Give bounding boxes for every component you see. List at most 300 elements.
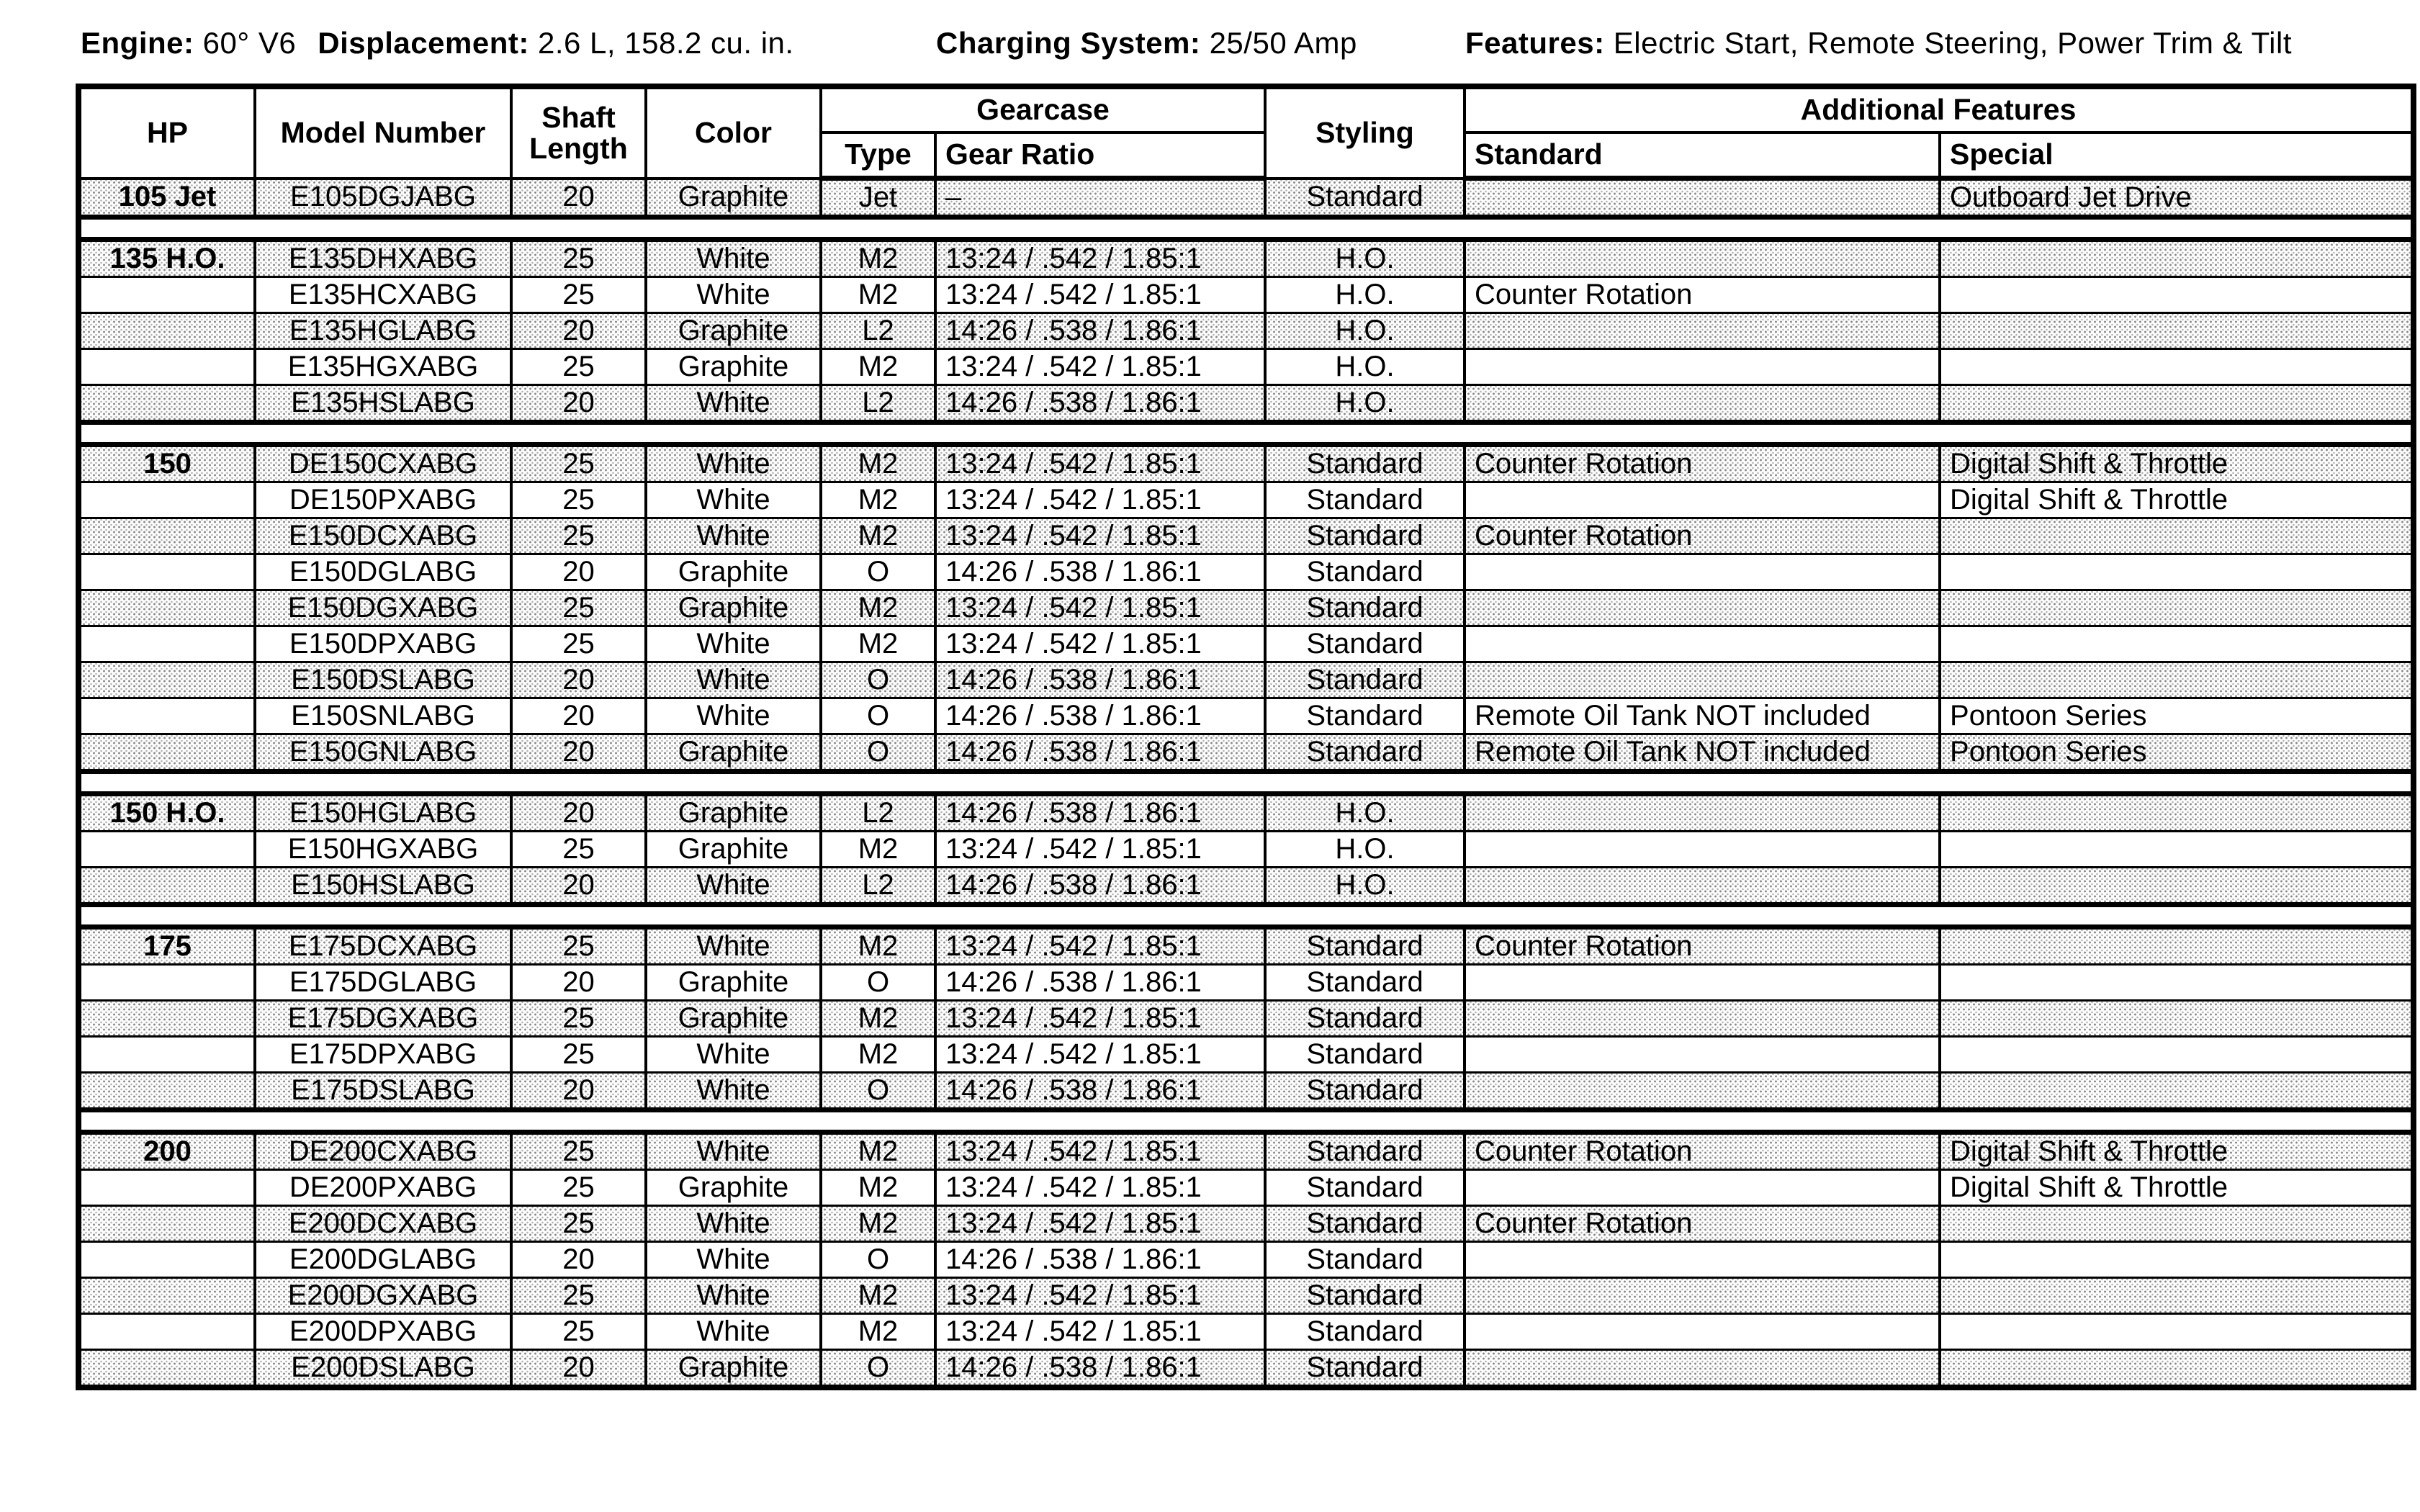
gearcase-type-cell: O xyxy=(821,1350,935,1388)
standard-feature-cell xyxy=(1465,482,1940,518)
shaft-length-cell: 20 xyxy=(511,554,646,590)
gearcase-type-cell: M2 xyxy=(821,1037,935,1073)
special-feature-cell xyxy=(1940,794,2414,832)
gear-ratio-cell: 13:24 / .542 / 1.85:1 xyxy=(935,832,1265,868)
styling-cell: Standard xyxy=(1265,1314,1465,1350)
styling-cell: Standard xyxy=(1265,1206,1465,1242)
model-row xyxy=(78,349,2414,385)
gearcase-type-cell: L2 xyxy=(821,868,935,905)
gearcase-type-cell: M2 xyxy=(821,482,935,518)
gear-ratio-cell: 14:26 / .538 / 1.86:1 xyxy=(935,965,1265,1001)
hp-cell xyxy=(78,832,255,868)
model-row xyxy=(78,240,2414,277)
model-row xyxy=(78,626,2414,662)
standard-feature-cell: Counter Rotation xyxy=(1465,277,1940,313)
model-row xyxy=(78,445,2414,482)
hp-cell xyxy=(78,868,255,905)
group-separator xyxy=(78,423,2414,445)
model-number-cell: E200DGLABG xyxy=(255,1242,511,1278)
col-header-model-number: Model Number xyxy=(255,86,511,179)
hp-cell xyxy=(78,1314,255,1350)
color-cell: White xyxy=(646,277,821,313)
color-cell: White xyxy=(646,1314,821,1350)
special-feature-cell xyxy=(1940,1278,2414,1314)
gear-ratio-cell: 13:24 / .542 / 1.85:1 xyxy=(935,1133,1265,1170)
hp-cell xyxy=(78,1073,255,1110)
styling-cell: Standard xyxy=(1265,1037,1465,1073)
gear-ratio-cell: 13:24 / .542 / 1.85:1 xyxy=(935,482,1265,518)
special-feature-cell xyxy=(1940,965,2414,1001)
shaft-length-cell: 25 xyxy=(511,445,646,482)
shaft-length-cell: 25 xyxy=(511,240,646,277)
shaft-header-line2: Length xyxy=(529,131,628,165)
special-feature-cell xyxy=(1940,1242,2414,1278)
styling-cell: Standard xyxy=(1265,965,1465,1001)
group-separator-cell xyxy=(78,217,2414,240)
styling-cell: H.O. xyxy=(1265,832,1465,868)
gear-ratio-cell: 13:24 / .542 / 1.85:1 xyxy=(935,1314,1265,1350)
standard-feature-cell xyxy=(1465,1278,1940,1314)
col-header-styling: Styling xyxy=(1265,86,1465,179)
hp-cell xyxy=(78,1206,255,1242)
gearcase-type-cell: O xyxy=(821,554,935,590)
special-feature-cell: Digital Shift & Throttle xyxy=(1940,482,2414,518)
model-number-cell: E105DGJABG xyxy=(255,179,511,217)
gear-ratio-cell: 14:26 / .538 / 1.86:1 xyxy=(935,794,1265,832)
gearcase-type-cell: O xyxy=(821,1073,935,1110)
special-feature-cell xyxy=(1940,1001,2414,1037)
standard-feature-cell xyxy=(1465,1314,1940,1350)
color-cell: Graphite xyxy=(646,734,821,772)
special-feature-cell xyxy=(1940,385,2414,423)
charging-system-summary xyxy=(936,26,1357,60)
shaft-header-line1: Shaft xyxy=(541,100,616,134)
color-cell: Graphite xyxy=(646,1350,821,1388)
standard-feature-cell xyxy=(1465,385,1940,423)
model-number-cell: E150GNLABG xyxy=(255,734,511,772)
model-row xyxy=(78,1170,2414,1206)
color-cell: White xyxy=(646,482,821,518)
gear-ratio-cell: 13:24 / .542 / 1.85:1 xyxy=(935,626,1265,662)
color-cell: White xyxy=(646,445,821,482)
special-feature-cell: Outboard Jet Drive xyxy=(1940,179,2414,217)
gearcase-type-cell: O xyxy=(821,662,935,698)
color-cell: White xyxy=(646,1206,821,1242)
special-feature-cell xyxy=(1940,349,2414,385)
gear-ratio-cell: 14:26 / .538 / 1.86:1 xyxy=(935,868,1265,905)
styling-cell: H.O. xyxy=(1265,240,1465,277)
styling-cell: Standard xyxy=(1265,1350,1465,1388)
model-row xyxy=(78,482,2414,518)
styling-cell: Standard xyxy=(1265,518,1465,554)
standard-feature-cell xyxy=(1465,868,1940,905)
gearcase-type-cell: M2 xyxy=(821,349,935,385)
shaft-length-cell: 25 xyxy=(511,1278,646,1314)
hp-cell xyxy=(78,734,255,772)
shaft-length-cell: 25 xyxy=(511,1037,646,1073)
model-row xyxy=(78,1073,2414,1110)
styling-cell: Standard xyxy=(1265,445,1465,482)
gear-ratio-cell: 14:26 / .538 / 1.86:1 xyxy=(935,385,1265,423)
model-row xyxy=(78,1133,2414,1170)
charging-system-value: 25/50 Amp xyxy=(1209,26,1357,60)
col-header-additional-features: Additional Features xyxy=(1465,86,2414,132)
special-feature-cell: Pontoon Series xyxy=(1940,734,2414,772)
model-number-cell: E150DSLABG xyxy=(255,662,511,698)
model-number-cell: E150HSLABG xyxy=(255,868,511,905)
color-cell: White xyxy=(646,240,821,277)
gear-ratio-cell: 14:26 / .538 / 1.86:1 xyxy=(935,1073,1265,1110)
special-feature-cell xyxy=(1940,590,2414,626)
group-separator-cell xyxy=(78,1110,2414,1133)
styling-cell: H.O. xyxy=(1265,349,1465,385)
shaft-length-cell: 25 xyxy=(511,277,646,313)
hp-cell xyxy=(78,1001,255,1037)
gear-ratio-cell: 14:26 / .538 / 1.86:1 xyxy=(935,734,1265,772)
model-number-cell: E135HCXABG xyxy=(255,277,511,313)
styling-cell: H.O. xyxy=(1265,794,1465,832)
model-row xyxy=(78,1037,2414,1073)
hp-cell xyxy=(78,590,255,626)
color-cell: White xyxy=(646,385,821,423)
gear-ratio-cell: 13:24 / .542 / 1.85:1 xyxy=(935,1278,1265,1314)
hp-cell xyxy=(78,385,255,423)
model-row xyxy=(78,965,2414,1001)
model-row xyxy=(78,1350,2414,1388)
standard-feature-cell xyxy=(1465,590,1940,626)
shaft-length-cell: 25 xyxy=(511,1133,646,1170)
shaft-length-cell: 20 xyxy=(511,868,646,905)
hp-cell xyxy=(78,662,255,698)
standard-feature-cell xyxy=(1465,554,1940,590)
gearcase-type-cell: M2 xyxy=(821,927,935,965)
styling-cell: H.O. xyxy=(1265,868,1465,905)
model-number-cell: E200DPXABG xyxy=(255,1314,511,1350)
displacement-label: Displacement: xyxy=(318,26,529,60)
gear-ratio-cell: 13:24 / .542 / 1.85:1 xyxy=(935,277,1265,313)
shaft-length-cell: 20 xyxy=(511,965,646,1001)
model-number-cell: E200DSLABG xyxy=(255,1350,511,1388)
gear-ratio-cell: 13:24 / .542 / 1.85:1 xyxy=(935,927,1265,965)
shaft-length-cell: 20 xyxy=(511,385,646,423)
hp-cell: 175 xyxy=(78,927,255,965)
model-number-cell: DE200PXABG xyxy=(255,1170,511,1206)
model-row xyxy=(78,277,2414,313)
gear-ratio-cell: 13:24 / .542 / 1.85:1 xyxy=(935,590,1265,626)
special-feature-cell xyxy=(1940,832,2414,868)
color-cell: Graphite xyxy=(646,349,821,385)
hp-cell: 135 H.O. xyxy=(78,240,255,277)
styling-cell: Standard xyxy=(1265,1278,1465,1314)
hp-cell xyxy=(78,349,255,385)
special-feature-cell xyxy=(1940,518,2414,554)
standard-feature-cell xyxy=(1465,349,1940,385)
styling-cell: Standard xyxy=(1265,1170,1465,1206)
color-cell: Graphite xyxy=(646,590,821,626)
standard-feature-cell xyxy=(1465,1001,1940,1037)
hp-cell xyxy=(78,698,255,734)
gear-ratio-cell: 14:26 / .538 / 1.86:1 xyxy=(935,662,1265,698)
hp-cell: 150 H.O. xyxy=(78,794,255,832)
model-row xyxy=(78,698,2414,734)
standard-feature-cell xyxy=(1465,1170,1940,1206)
gearcase-type-cell: M2 xyxy=(821,1314,935,1350)
gearcase-type-cell: O xyxy=(821,698,935,734)
model-number-cell: E150HGXABG xyxy=(255,832,511,868)
model-row xyxy=(78,313,2414,349)
styling-cell: Standard xyxy=(1265,626,1465,662)
model-number-cell: DE150CXABG xyxy=(255,445,511,482)
group-separator xyxy=(78,772,2414,794)
styling-cell: Standard xyxy=(1265,482,1465,518)
styling-cell: Standard xyxy=(1265,1242,1465,1278)
standard-feature-cell xyxy=(1465,794,1940,832)
model-number-cell: E150DGXABG xyxy=(255,590,511,626)
special-feature-cell: Digital Shift & Throttle xyxy=(1940,1133,2414,1170)
standard-feature-cell xyxy=(1465,313,1940,349)
standard-feature-cell xyxy=(1465,1242,1940,1278)
gearcase-type-cell: M2 xyxy=(821,626,935,662)
model-number-cell: E150DCXABG xyxy=(255,518,511,554)
model-row xyxy=(78,554,2414,590)
color-cell: Graphite xyxy=(646,832,821,868)
gearcase-type-cell: O xyxy=(821,734,935,772)
color-cell: White xyxy=(646,1133,821,1170)
standard-feature-cell xyxy=(1465,1073,1940,1110)
special-feature-cell: Pontoon Series xyxy=(1940,698,2414,734)
standard-feature-cell: Remote Oil Tank NOT included xyxy=(1465,734,1940,772)
model-number-cell: E175DSLABG xyxy=(255,1073,511,1110)
displacement-pair xyxy=(318,26,793,60)
shaft-length-cell: 20 xyxy=(511,794,646,832)
gear-ratio-cell: 13:24 / .542 / 1.85:1 xyxy=(935,518,1265,554)
gear-ratio-cell: – xyxy=(935,179,1265,217)
model-number-cell: E175DPXABG xyxy=(255,1037,511,1073)
gearcase-type-cell: M2 xyxy=(821,1278,935,1314)
model-number-cell: E135HGLABG xyxy=(255,313,511,349)
engine-label: Engine: xyxy=(81,26,194,60)
gear-ratio-cell: 13:24 / .542 / 1.85:1 xyxy=(935,1170,1265,1206)
special-feature-cell xyxy=(1940,1350,2414,1388)
shaft-length-cell: 20 xyxy=(511,1073,646,1110)
special-feature-cell xyxy=(1940,626,2414,662)
model-spec-table xyxy=(76,84,2416,1390)
hp-cell xyxy=(78,482,255,518)
gearcase-type-cell: M2 xyxy=(821,518,935,554)
special-feature-cell xyxy=(1940,277,2414,313)
standard-feature-cell: Counter Rotation xyxy=(1465,518,1940,554)
shaft-length-cell: 20 xyxy=(511,179,646,217)
styling-cell: Standard xyxy=(1265,179,1465,217)
styling-cell: Standard xyxy=(1265,1133,1465,1170)
hp-cell xyxy=(78,965,255,1001)
standard-feature-cell xyxy=(1465,179,1940,217)
charging-system-label: Charging System: xyxy=(936,26,1201,60)
hp-cell xyxy=(78,1278,255,1314)
gearcase-type-cell: O xyxy=(821,1242,935,1278)
styling-cell: Standard xyxy=(1265,1073,1465,1110)
standard-feature-cell xyxy=(1465,1037,1940,1073)
shaft-length-cell: 20 xyxy=(511,734,646,772)
color-cell: Graphite xyxy=(646,965,821,1001)
features-value: Electric Start, Remote Steering, Power Trim & Tilt xyxy=(1613,26,2293,60)
model-row xyxy=(78,794,2414,832)
standard-feature-cell: Counter Rotation xyxy=(1465,1133,1940,1170)
styling-cell: H.O. xyxy=(1265,277,1465,313)
col-header-hp: HP xyxy=(78,86,255,179)
gearcase-type-cell: L2 xyxy=(821,794,935,832)
group-separator xyxy=(78,1110,2414,1133)
group-separator-cell xyxy=(78,772,2414,794)
shaft-length-cell: 20 xyxy=(511,1350,646,1388)
shaft-length-cell: 25 xyxy=(511,927,646,965)
group-separator xyxy=(78,905,2414,927)
engine-value: 60° V6 xyxy=(202,26,297,60)
hp-cell xyxy=(78,518,255,554)
color-cell: White xyxy=(646,698,821,734)
hp-cell xyxy=(78,554,255,590)
gear-ratio-cell: 14:26 / .538 / 1.86:1 xyxy=(935,1350,1265,1388)
gearcase-type-cell: L2 xyxy=(821,313,935,349)
model-number-cell: E135DHXABG xyxy=(255,240,511,277)
model-number-cell: DE150PXABG xyxy=(255,482,511,518)
gear-ratio-cell: 13:24 / .542 / 1.85:1 xyxy=(935,1206,1265,1242)
gear-ratio-cell: 13:24 / .542 / 1.85:1 xyxy=(935,240,1265,277)
col-header-special: Special xyxy=(1940,132,2414,179)
shaft-length-cell: 25 xyxy=(511,1170,646,1206)
special-feature-cell xyxy=(1940,1206,2414,1242)
col-header-type: Type xyxy=(821,132,935,179)
gearcase-type-cell: M2 xyxy=(821,1133,935,1170)
col-header-shaft-length xyxy=(511,86,646,179)
standard-feature-cell xyxy=(1465,832,1940,868)
color-cell: Graphite xyxy=(646,554,821,590)
special-feature-cell xyxy=(1940,313,2414,349)
hp-cell xyxy=(78,626,255,662)
styling-cell: Standard xyxy=(1265,1001,1465,1037)
color-cell: White xyxy=(646,662,821,698)
gearcase-type-cell: Jet xyxy=(821,179,935,217)
gearcase-type-cell: M2 xyxy=(821,1206,935,1242)
col-header-gear-ratio: Gear Ratio xyxy=(935,132,1265,179)
model-row xyxy=(78,1314,2414,1350)
standard-feature-cell: Counter Rotation xyxy=(1465,445,1940,482)
special-feature-cell: Digital Shift & Throttle xyxy=(1940,1170,2414,1206)
model-row xyxy=(78,734,2414,772)
shaft-length-cell: 25 xyxy=(511,590,646,626)
styling-cell: Standard xyxy=(1265,734,1465,772)
gearcase-type-cell: M2 xyxy=(821,832,935,868)
header-row-top xyxy=(78,86,2414,132)
color-cell: Graphite xyxy=(646,1170,821,1206)
styling-cell: Standard xyxy=(1265,662,1465,698)
gear-ratio-cell: 13:24 / .542 / 1.85:1 xyxy=(935,1001,1265,1037)
gear-ratio-cell: 14:26 / .538 / 1.86:1 xyxy=(935,1242,1265,1278)
group-separator-cell xyxy=(78,905,2414,927)
special-feature-cell xyxy=(1940,554,2414,590)
shaft-length-cell: 25 xyxy=(511,1206,646,1242)
col-header-gearcase: Gearcase xyxy=(821,86,1265,132)
standard-feature-cell xyxy=(1465,240,1940,277)
standard-feature-cell xyxy=(1465,1350,1940,1388)
shaft-length-cell: 25 xyxy=(511,349,646,385)
engine-pair xyxy=(81,26,296,60)
styling-cell: Standard xyxy=(1265,927,1465,965)
model-number-cell: E200DCXABG xyxy=(255,1206,511,1242)
hp-cell xyxy=(78,1170,255,1206)
gear-ratio-cell: 13:24 / .542 / 1.85:1 xyxy=(935,349,1265,385)
color-cell: White xyxy=(646,1073,821,1110)
hp-cell: 105 Jet xyxy=(78,179,255,217)
model-number-cell: E135HGXABG xyxy=(255,349,511,385)
engine-displacement-summary xyxy=(81,26,816,60)
shaft-length-cell: 25 xyxy=(511,518,646,554)
styling-cell: H.O. xyxy=(1265,385,1465,423)
group-separator xyxy=(78,217,2414,240)
model-number-cell: E135HSLABG xyxy=(255,385,511,423)
special-feature-cell xyxy=(1940,1037,2414,1073)
styling-cell: Standard xyxy=(1265,698,1465,734)
hp-cell xyxy=(78,1242,255,1278)
gearcase-type-cell: M2 xyxy=(821,277,935,313)
model-row xyxy=(78,1001,2414,1037)
special-feature-cell: Digital Shift & Throttle xyxy=(1940,445,2414,482)
model-number-cell: E150DGLABG xyxy=(255,554,511,590)
shaft-length-cell: 20 xyxy=(511,698,646,734)
special-feature-cell xyxy=(1940,240,2414,277)
group-separator-cell xyxy=(78,423,2414,445)
special-feature-cell xyxy=(1940,868,2414,905)
model-row xyxy=(78,662,2414,698)
model-number-cell: E150SNLABG xyxy=(255,698,511,734)
gear-ratio-cell: 14:26 / .538 / 1.86:1 xyxy=(935,698,1265,734)
standard-feature-cell xyxy=(1465,662,1940,698)
model-row xyxy=(78,1278,2414,1314)
gearcase-type-cell: M2 xyxy=(821,1001,935,1037)
color-cell: White xyxy=(646,868,821,905)
styling-cell: H.O. xyxy=(1265,313,1465,349)
standard-feature-cell: Counter Rotation xyxy=(1465,1206,1940,1242)
model-number-cell: E175DGXABG xyxy=(255,1001,511,1037)
gear-ratio-cell: 14:26 / .538 / 1.86:1 xyxy=(935,313,1265,349)
shaft-length-cell: 25 xyxy=(511,626,646,662)
hp-cell: 150 xyxy=(78,445,255,482)
gearcase-type-cell: O xyxy=(821,965,935,1001)
col-header-standard: Standard xyxy=(1465,132,1940,179)
shaft-length-cell: 25 xyxy=(511,1001,646,1037)
gear-ratio-cell: 13:24 / .542 / 1.85:1 xyxy=(935,445,1265,482)
gearcase-type-cell: M2 xyxy=(821,1170,935,1206)
color-cell: White xyxy=(646,927,821,965)
special-feature-cell xyxy=(1940,1314,2414,1350)
model-row xyxy=(78,832,2414,868)
model-number-cell: E150DPXABG xyxy=(255,626,511,662)
gearcase-type-cell: M2 xyxy=(821,590,935,626)
styling-cell: Standard xyxy=(1265,554,1465,590)
hp-cell xyxy=(78,1350,255,1388)
hp-cell xyxy=(78,1037,255,1073)
color-cell: Graphite xyxy=(646,1001,821,1037)
model-row xyxy=(78,385,2414,423)
standard-feature-cell: Remote Oil Tank NOT included xyxy=(1465,698,1940,734)
shaft-length-cell: 20 xyxy=(511,1242,646,1278)
model-number-cell: DE200CXABG xyxy=(255,1133,511,1170)
color-cell: White xyxy=(646,1242,821,1278)
shaft-length-cell: 25 xyxy=(511,482,646,518)
model-row xyxy=(78,868,2414,905)
color-cell: White xyxy=(646,1278,821,1314)
model-row xyxy=(78,1242,2414,1278)
